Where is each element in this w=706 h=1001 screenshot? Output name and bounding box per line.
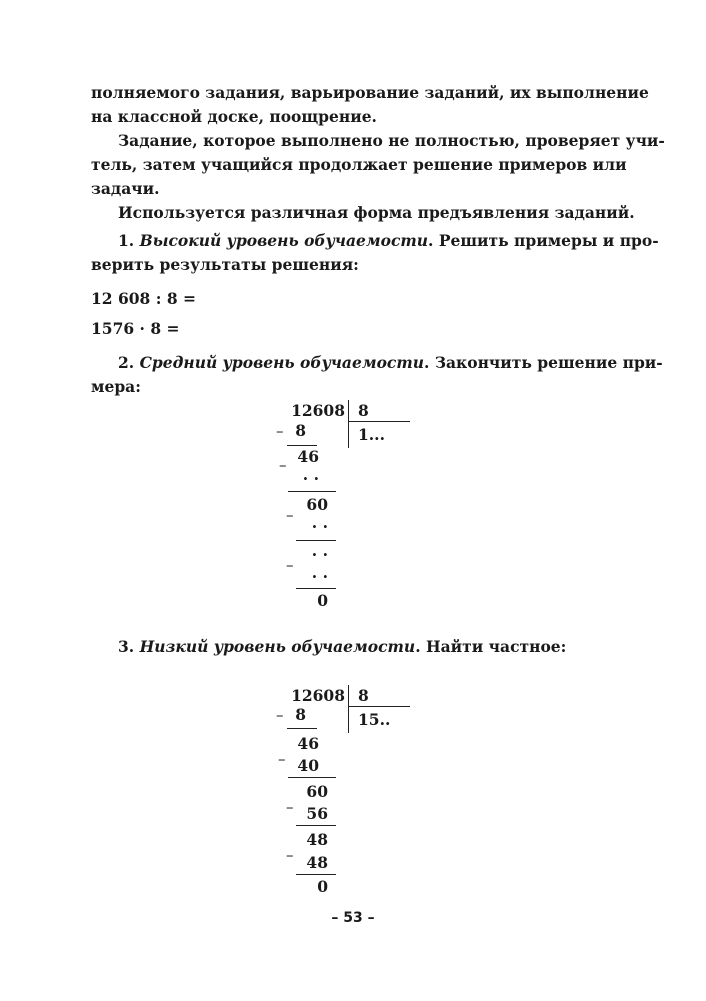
step-subtrahend: 48 (306, 853, 328, 872)
task-1-heading (118, 230, 659, 252)
step-remainder: 46 (297, 447, 319, 466)
quotient: 15.. (358, 710, 391, 729)
step-subtrahend: 8 (295, 705, 306, 724)
text-line: Задание, которое выполнено не полностью, проверяет учи- (118, 131, 665, 150)
task-level-title: Низкий уровень обучаемости (139, 637, 416, 656)
step-remainder: 48 (306, 830, 328, 849)
step-remainder: · · (311, 545, 328, 564)
divisor: 8 (358, 401, 369, 420)
step-line (287, 728, 317, 729)
minus-sign: – (286, 506, 294, 524)
minus-sign: – (286, 846, 294, 864)
dividend: 12608 (291, 401, 345, 420)
divisor-underline (349, 421, 410, 422)
step-line (296, 540, 336, 541)
text-line: мера: (91, 377, 141, 396)
step-subtrahend: 56 (306, 804, 328, 823)
minus-sign: – (286, 798, 294, 816)
task-instruction: . Закончить решение при- (424, 353, 663, 372)
task-number: 1. (118, 231, 135, 250)
minus-sign: – (276, 706, 284, 724)
step-subtrahend: · · (311, 567, 328, 586)
step-line (288, 491, 336, 492)
step-subtrahend: · · (302, 469, 319, 488)
quotient: 1... (358, 425, 385, 444)
text-line: тель, затем учащийся продолжает решение примеров или (91, 155, 627, 174)
divisor: 8 (358, 686, 369, 705)
step-remainder: 60 (306, 495, 328, 514)
step-remainder: 46 (297, 734, 319, 753)
final-remainder: 0 (317, 591, 328, 610)
task-number: 2. (118, 353, 135, 372)
step-line (296, 825, 336, 826)
divisor-underline (349, 706, 410, 707)
minus-sign: – (279, 456, 287, 474)
step-line (296, 588, 336, 589)
step-remainder: 60 (306, 782, 328, 801)
expression: 1576 · 8 = (91, 319, 180, 338)
text-line: на классной доске, поощрение. (91, 107, 377, 126)
task-instruction: . Решить примеры и про- (428, 231, 659, 250)
step-subtrahend: · · (311, 517, 328, 536)
step-line (288, 777, 336, 778)
task-2-heading (118, 352, 663, 374)
division-bar (348, 685, 349, 733)
minus-sign: – (276, 422, 284, 440)
task-instruction: . Найти частное: (415, 637, 567, 656)
task-number: 3. (118, 637, 135, 656)
task-level-title: Высокий уровень обучаемости (139, 231, 429, 250)
step-line (296, 874, 336, 875)
text-line: задачи. (91, 179, 160, 198)
step-subtrahend: 8 (295, 421, 306, 440)
text-line: полняемого задания, варьирование заданий, их выполнение (91, 83, 649, 102)
expression: 12 608 : 8 = (91, 289, 197, 308)
task-level-title: Средний уровень обучаемости (139, 353, 425, 372)
division-bar (348, 400, 349, 448)
step-subtrahend: 40 (297, 756, 319, 775)
text-line: Используется различная форма предъявления заданий. (118, 203, 635, 222)
minus-sign: – (278, 750, 286, 768)
text-line: верить результаты решения: (91, 255, 359, 274)
page-number: – 53 – (331, 910, 375, 926)
task-3-heading (118, 636, 566, 658)
dividend: 12608 (291, 686, 345, 705)
final-remainder: 0 (317, 877, 328, 896)
minus-sign: – (286, 556, 294, 574)
